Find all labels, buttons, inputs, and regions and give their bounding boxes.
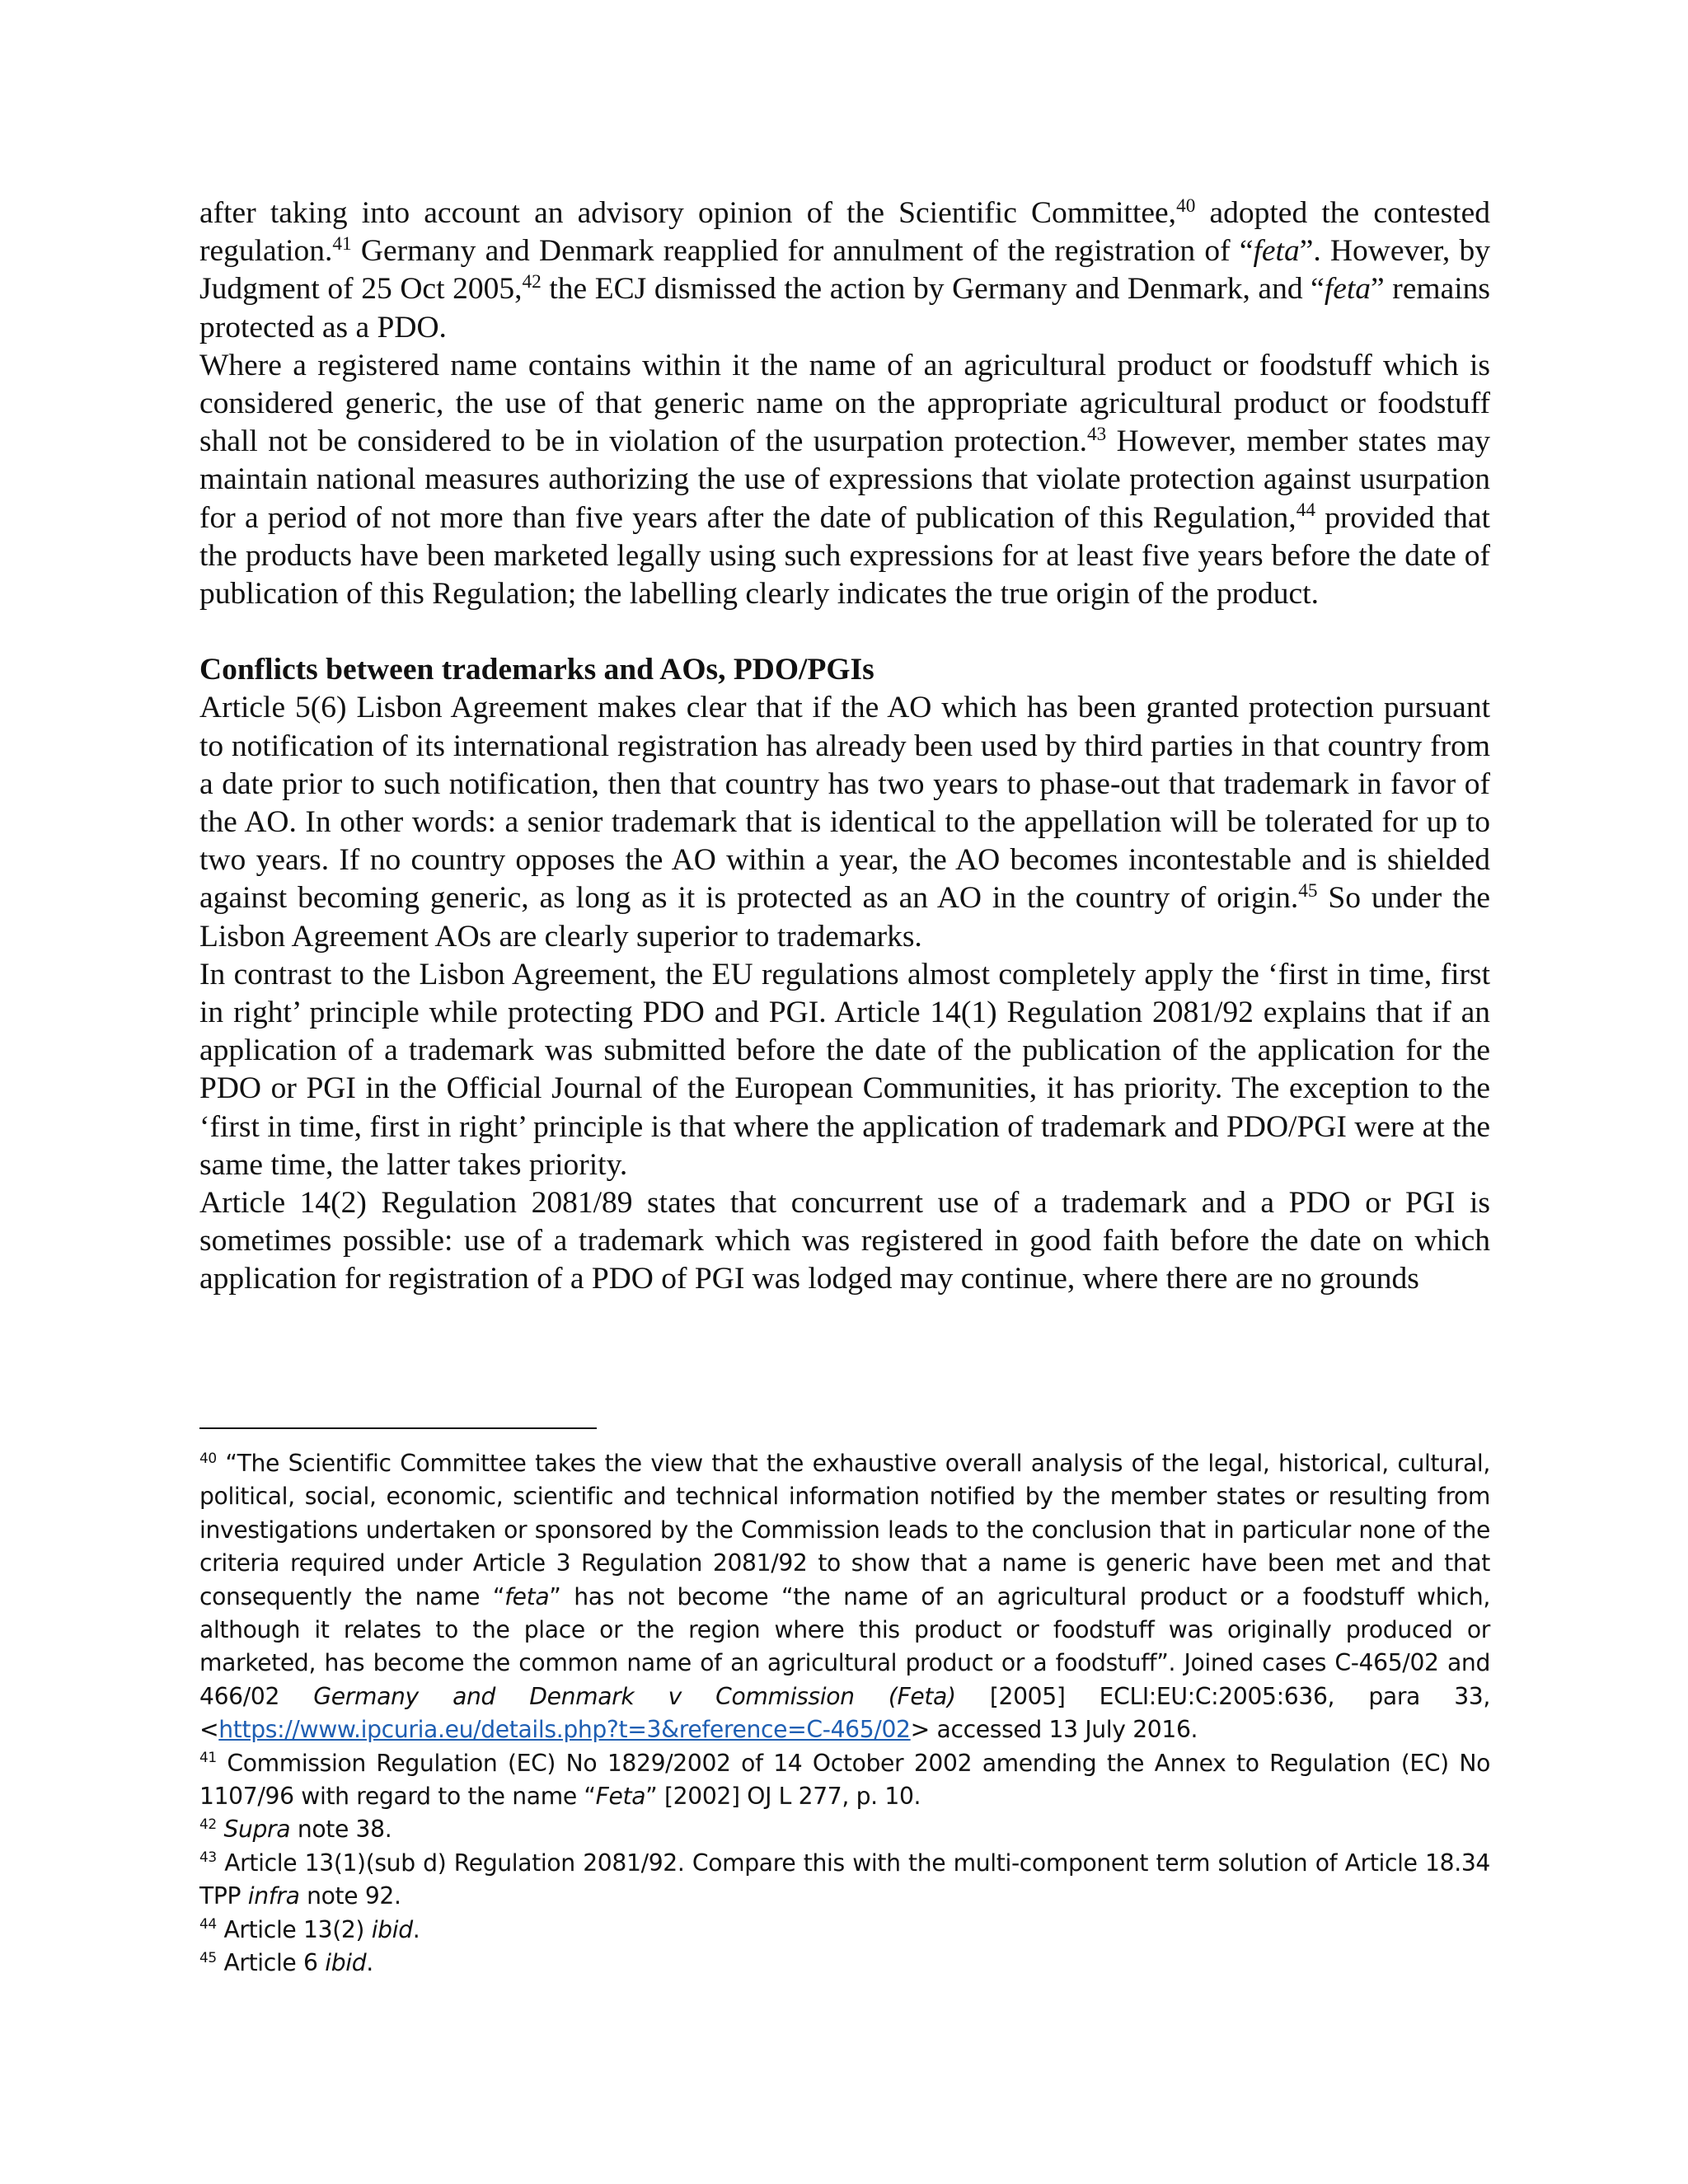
italic-term: feta <box>504 1582 550 1610</box>
text-run: [2005] ECLI:EU:C:2005:636, para 33, < <box>199 1682 1490 1744</box>
paragraph-5: Article 14(2) Regulation 2081/89 states that concurrent use of a trademark and a PDO or PGI is sometimes possible: use of a trademark which was registered in good faith before the date on which application for registration of a PDO of PGI was lodged may continue, where there are no grounds <box>199 1186 1490 1296</box>
footnote-ref-43[interactable]: 43 <box>1087 423 1107 445</box>
paragraph-2 <box>199 347 1490 613</box>
text-run: . <box>412 1915 420 1943</box>
text-run: “The Scientific Committee takes the view that the exhaustive overall analysis of the legal, historical, cultural, political, social, economic, scientific and technical information notified by the member states or resulting from investigations undertaken or sponsored by the Commission leads to the conclusion that in particular none of the criteria required under Article 3 Regulation 2081/92 to show that a name is generic have been met and that consequently the name “ <box>199 1450 1490 1610</box>
text-run: Where a registered name contains within it the name of an agricultural product or foodstuff which is considered generic, the use of that generic name on the appropriate agricultural product or foodstuff shall not be considered to be in violation of the usurpation protection. <box>199 348 1490 459</box>
italic-term: ibid <box>371 1915 413 1943</box>
italic-term: feta <box>1324 272 1372 307</box>
text-run: provided that the products have been marketed legally using such expressions for at least five years before the date of publication of this Regulation; the labelling clearly indicates the true origin of the product. <box>199 500 1490 612</box>
text-run: Germany and Denmark reapplied for annulment of the registration of “ <box>351 234 1254 269</box>
italic-term: Supra <box>223 1816 291 1844</box>
ipcuria-link[interactable]: https://www.ipcuria.eu/details.php?t=3&reference=C-465/02 <box>218 1716 911 1744</box>
footnote-ref-40[interactable]: 40 <box>1176 194 1196 217</box>
text-run: the ECJ dismissed the action by Germany and Denmark, and “ <box>541 272 1325 307</box>
body-text <box>199 194 1490 1299</box>
text-run: So under the Lisbon Agreement AOs are clearly superior to trademarks. <box>199 881 1490 954</box>
footnote-41 <box>199 1747 1490 1814</box>
footnote-separator <box>199 1427 597 1429</box>
text-run: Article 13(2) <box>216 1915 372 1943</box>
text-run: Commission Regulation (EC) No 1829/2002 of 14 October 2002 amending the Annex to Regulation (EC) No 1107/96 with regard to the name “ <box>199 1749 1490 1811</box>
text-run: Article 6 <box>216 1949 326 1977</box>
text-run: . <box>366 1949 373 1977</box>
text-run: Article 5(6) Lisbon Agreement makes clear that if the AO which has been granted protection pursuant to notification of its international registration has already been used by third parties in that country from a date prior to such notification, then that country has two years to phase-out that trademark in favor of the AO. In other words: a senior trademark that is identical to the appellation will be tolerated for up to two years. If no country opposes the AO within a year, the AO becomes incontestable and is shielded against becoming generic, as long as it is protected as an AO in the country of origin. <box>199 691 1490 916</box>
text-run: ” has not become “the name of an agricultural product or a foodstuff which, although it relates to the place or the region where this product or foodstuff was originally produced or marketed, has become the common name of an agricultural product or a foodstuff”. Joined cases C-465/02 and 466/02 <box>199 1582 1490 1710</box>
footnote-number: 43 <box>199 1849 217 1866</box>
footnote-ref-45[interactable]: 45 <box>1298 879 1318 902</box>
paragraph-4: In contrast to the Lisbon Agreement, the EU regulations almost completely apply the ‘first in time, first in right’ principle while protecting PDO and PGI. Article 14(1) Regulation 2081/92 explains that if an application of a trademark was submitted before the date of the publication of the application for the PDO or PGI in the Official Journal of the European Communities, it has priority. The exception to the ‘first in time, first in right’ principle is that where the application of trademark and PDO/PGI were at the same time, the latter takes priority. <box>199 957 1490 1182</box>
text-run: ” remains protected as a PDO. <box>199 272 1490 344</box>
footnote-ref-41[interactable]: 41 <box>332 232 352 255</box>
paragraph-1 <box>199 194 1490 347</box>
italic-term: ibid <box>325 1949 367 1977</box>
text-run: note 92. <box>299 1882 401 1910</box>
footnotes <box>199 1447 1490 1980</box>
footnote-number: 42 <box>199 1816 217 1833</box>
paragraph-3 <box>199 689 1490 955</box>
text-run: > accessed 13 July 2016. <box>910 1716 1198 1744</box>
footnote-42 <box>199 1813 1490 1846</box>
footnote-number: 40 <box>199 1449 217 1466</box>
text-run: adopted the contested regulation. <box>199 196 1490 269</box>
text-run: Article 13(1)(sub d) Regulation 2081/92. Compare this with the multi-component term solution of Article 18.34 TPP <box>199 1849 1490 1910</box>
footnote-ref-44[interactable]: 44 <box>1296 499 1315 522</box>
italic-term: Feta <box>595 1783 646 1811</box>
footnote-40 <box>199 1447 1490 1747</box>
footnote-45 <box>199 1947 1490 1980</box>
text-run: However, member states may maintain national measures authorizing the use of expressions that violate protection against usurpation for a period of not more than five years after the date of publication of this Regulation, <box>199 424 1490 535</box>
case-name: Germany and Denmark v Commission (Feta) <box>313 1682 956 1710</box>
text-run: ”. However, by Judgment of 25 Oct 2005, <box>199 234 1490 307</box>
footnote-ref-42[interactable]: 42 <box>522 270 542 293</box>
section-heading: Conflicts between trademarks and AOs, PDO/PGIs <box>199 653 874 687</box>
text-run: after taking into account an advisory opinion of the Scientific Committee, <box>199 196 1177 230</box>
footnote-number: 41 <box>199 1749 217 1766</box>
footnote-44 <box>199 1914 1490 1947</box>
italic-term: feta <box>1253 234 1300 269</box>
italic-term: infra <box>247 1882 300 1910</box>
text-run: note 38. <box>290 1816 392 1844</box>
footnote-number: 44 <box>199 1915 217 1933</box>
footnote-number: 45 <box>199 1948 217 1966</box>
footnote-43 <box>199 1847 1490 1914</box>
text-run: ” [2002] OJ L 277, p. 10. <box>645 1783 921 1811</box>
